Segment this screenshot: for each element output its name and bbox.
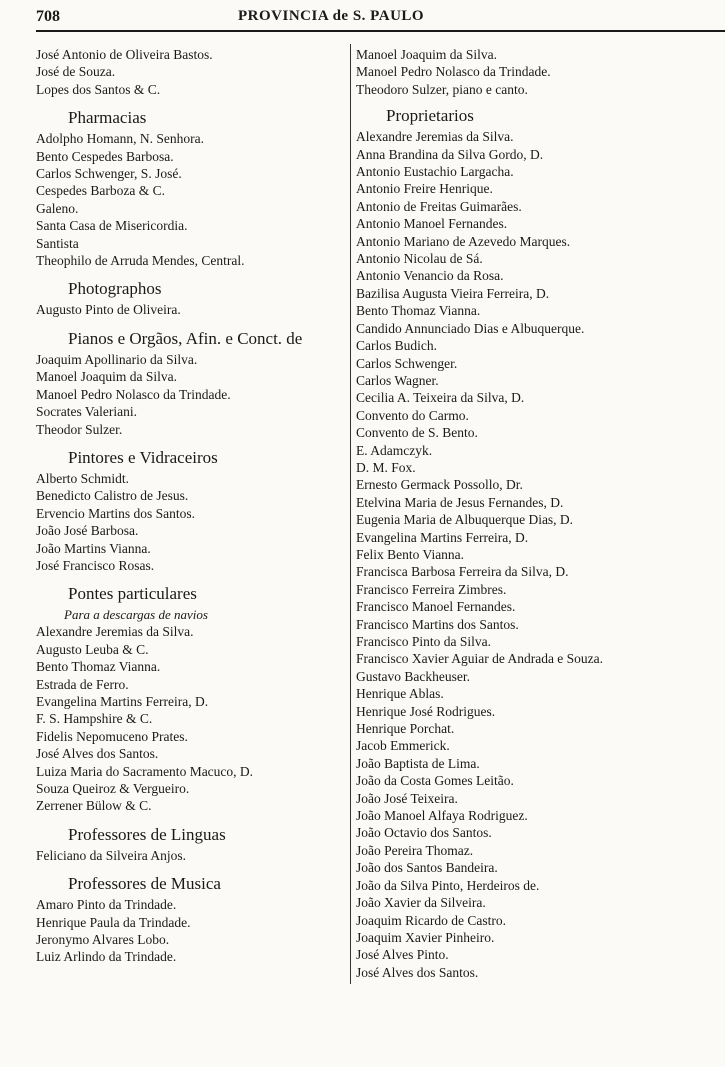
directory-entry: Galeno. bbox=[36, 200, 79, 216]
directory-entry: Augusto Pinto de Oliveira. bbox=[36, 302, 181, 318]
directory-entry: Cespedes Barboza & C. bbox=[36, 183, 165, 199]
directory-entry: Evangelina Martins Ferreira, D. bbox=[356, 529, 529, 545]
directory-entry: Lopes dos Santos & C. bbox=[36, 81, 161, 97]
directory-entry: João dos Santos Bandeira. bbox=[356, 860, 498, 876]
directory-entry: Bento Cespedes Barbosa. bbox=[36, 148, 174, 164]
directory-entry: Fidelis Nepomuceno Prates. bbox=[36, 728, 188, 744]
directory-entry: Convento do Carmo. bbox=[356, 407, 469, 423]
section-heading: Professores de Linguas bbox=[68, 824, 226, 844]
section-heading: Photographos bbox=[68, 279, 162, 299]
directory-entry: Carlos Schwenger, S. José. bbox=[36, 166, 182, 182]
directory-entry: Henrique Porchat. bbox=[356, 721, 455, 737]
directory-entry: E. Adamczyk. bbox=[356, 442, 433, 458]
directory-entry: João José Teixeira. bbox=[356, 790, 458, 806]
directory-entry: Francisco Martins dos Santos. bbox=[356, 616, 519, 632]
directory-entry: Ervencio Martins dos Santos. bbox=[36, 505, 195, 521]
directory-entry: D. M. Fox. bbox=[356, 459, 416, 475]
directory-entry: Antonio Venancio da Rosa. bbox=[356, 268, 504, 284]
directory-entry: Anna Brandina da Silva Gordo, D. bbox=[356, 146, 544, 162]
directory-entry: Souza Queiroz & Vergueiro. bbox=[36, 781, 190, 796]
directory-entry: Jeronymo Alvares Lobo. bbox=[36, 932, 170, 948]
directory-entry: João Manoel Alfaya Rodriguez. bbox=[356, 808, 528, 824]
section-subheading: Para a descargas de navios bbox=[64, 607, 208, 623]
directory-entry: Convento de S. Bento. bbox=[356, 425, 478, 441]
directory-entry: João da Costa Gomes Leitão. bbox=[356, 773, 514, 789]
section-heading: Pintores e Vidraceiros bbox=[68, 447, 218, 467]
directory-entry: Candido Annunciado Dias e Albuquerque. bbox=[356, 320, 585, 336]
directory-entry: Augusto Leuba & C. bbox=[36, 641, 149, 657]
directory-entry: Feliciano da Silveira Anjos. bbox=[36, 847, 186, 863]
directory-entry: Carlos Wagner. bbox=[356, 372, 439, 388]
directory-entry: Theophilo de Arruda Mendes, Central. bbox=[36, 253, 245, 269]
directory-entry: Alexandre Jeremias da Silva. bbox=[356, 129, 514, 145]
directory-entry: Antonio Freire Henrique. bbox=[356, 181, 493, 197]
directory-entry: Amaro Pinto da Trindade. bbox=[36, 897, 177, 913]
directory-entry: João Martins Vianna. bbox=[36, 540, 151, 556]
directory-entry: Theodoro Sulzer, piano e canto. bbox=[356, 81, 528, 97]
directory-entry: Francisca Barbosa Ferreira da Silva, D. bbox=[356, 564, 569, 580]
directory-entry: João Octavio dos Santos. bbox=[356, 825, 492, 841]
directory-entry: José de Souza. bbox=[36, 64, 116, 80]
directory-entry: João Pereira Thomaz. bbox=[356, 842, 474, 858]
directory-entry: Zerrener Bülow & C. bbox=[36, 798, 152, 814]
directory-entry: Luiza Maria do Sacramento Macuco, D. bbox=[36, 763, 254, 779]
directory-entry: Socrates Valeriani. bbox=[36, 404, 137, 420]
directory-entry: Luiz Arlindo da Trindade. bbox=[36, 949, 177, 965]
directory-entry: Ernesto Germack Possollo, Dr. bbox=[356, 477, 523, 493]
directory-entry: Antonio Manoel Fernandes. bbox=[356, 216, 508, 232]
directory-entry: José Alves dos Santos. bbox=[36, 746, 159, 762]
left-column bbox=[36, 46, 348, 966]
section-heading: Proprietarios bbox=[386, 106, 474, 126]
directory-entry: Santista bbox=[36, 235, 79, 251]
section-heading: Pianos e Orgãos, Afin. e Conct. de bbox=[68, 328, 303, 348]
directory-entry: Antonio Mariano de Azevedo Marques. bbox=[356, 233, 571, 249]
directory-entry: Francisco Xavier Aguiar de Andrada e Souza. bbox=[356, 651, 604, 667]
directory-entry: Jacob Emmerick. bbox=[356, 738, 450, 754]
page-number: 708 bbox=[36, 8, 60, 25]
right-column bbox=[356, 46, 722, 981]
directory-entry: Antonio Eustachio Largacha. bbox=[356, 164, 514, 180]
directory-entry: Eugenia Maria de Albuquerque Dias, D. bbox=[356, 512, 574, 528]
column-divider bbox=[350, 44, 351, 984]
directory-entry: Carlos Budich. bbox=[356, 338, 437, 354]
directory-entry: Joaquim Ricardo de Castro. bbox=[356, 912, 506, 928]
directory-entry: Manoel Joaquim da Silva. bbox=[356, 47, 497, 62]
directory-entry: José Alves dos Santos. bbox=[356, 964, 479, 980]
directory-entry: Manoel Pedro Nolasco da Trindade. bbox=[36, 386, 231, 402]
directory-entry: Estrada de Ferro. bbox=[36, 676, 129, 692]
section-heading: Pharmacias bbox=[68, 108, 147, 128]
running-title: PROVINCIA de S. PAULO bbox=[238, 8, 425, 24]
directory-entry: Manoel Pedro Nolasco da Trindade. bbox=[356, 64, 551, 80]
directory-entry: Manoel Joaquim da Silva. bbox=[36, 369, 177, 385]
directory-entry: Bento Thomaz Vianna. bbox=[356, 303, 481, 319]
directory-entry: Santa Casa de Misericordia. bbox=[36, 218, 188, 234]
directory-entry: Francisco Manoel Fernandes. bbox=[356, 599, 516, 615]
directory-entry: Alberto Schmidt. bbox=[36, 470, 129, 486]
section-heading: Professores de Musica bbox=[68, 874, 221, 894]
directory-entry: Etelvina Maria de Jesus Fernandes, D. bbox=[356, 494, 564, 510]
directory-entry: Cecilia A. Teixeira da Silva, D. bbox=[356, 390, 525, 406]
directory-entry: F. S. Hampshire & C. bbox=[36, 711, 153, 727]
directory-entry: Felix Bento Vianna. bbox=[356, 546, 465, 562]
directory-entry: Francisco Ferreira Zimbres. bbox=[356, 581, 507, 597]
directory-entry: Carlos Schwenger. bbox=[356, 355, 458, 371]
page-header bbox=[0, 6, 725, 32]
directory-entry: Bazilisa Augusta Vieira Ferreira, D. bbox=[356, 285, 550, 301]
directory-entry: João da Silva Pinto, Herdeiros de. bbox=[356, 877, 540, 893]
directory-entry: Theodor Sulzer. bbox=[36, 421, 123, 437]
directory-entry: Gustavo Backheuser. bbox=[356, 668, 470, 684]
directory-entry: Evangelina Martins Ferreira, D. bbox=[36, 693, 209, 709]
directory-entry: João José Barbosa. bbox=[36, 523, 139, 539]
directory-entry: João Xavier da Silveira. bbox=[356, 895, 486, 911]
directory-entry: Antonio Nicolau de Sá. bbox=[356, 251, 483, 267]
directory-entry: Joaquim Xavier Pinheiro. bbox=[356, 929, 495, 945]
directory-entry: Alexandre Jeremias da Silva. bbox=[36, 624, 194, 640]
directory-entry: Bento Thomaz Vianna. bbox=[36, 659, 161, 675]
directory-entry: Benedicto Calistro de Jesus. bbox=[36, 488, 189, 504]
directory-entry: Antonio de Freitas Guimarães. bbox=[356, 198, 522, 214]
header-rule bbox=[36, 30, 725, 32]
directory-entry: José Francisco Rosas. bbox=[36, 557, 155, 573]
directory-entry: João Baptista de Lima. bbox=[356, 755, 480, 771]
directory-entry: Henrique José Rodrigues. bbox=[356, 703, 496, 719]
directory-entry: Henrique Ablas. bbox=[356, 686, 444, 702]
directory-entry: José Alves Pinto. bbox=[356, 947, 449, 963]
directory-entry: Adolpho Homann, N. Senhora. bbox=[36, 131, 204, 147]
directory-entry: Francisco Pinto da Silva. bbox=[356, 634, 491, 649]
directory-entry: José Antonio de Oliveira Bastos. bbox=[36, 47, 213, 62]
section-heading: Pontes particulares bbox=[68, 584, 197, 604]
directory-entry: Henrique Paula da Trindade. bbox=[36, 914, 191, 930]
directory-entry: Joaquim Apollinario da Silva. bbox=[36, 351, 198, 367]
